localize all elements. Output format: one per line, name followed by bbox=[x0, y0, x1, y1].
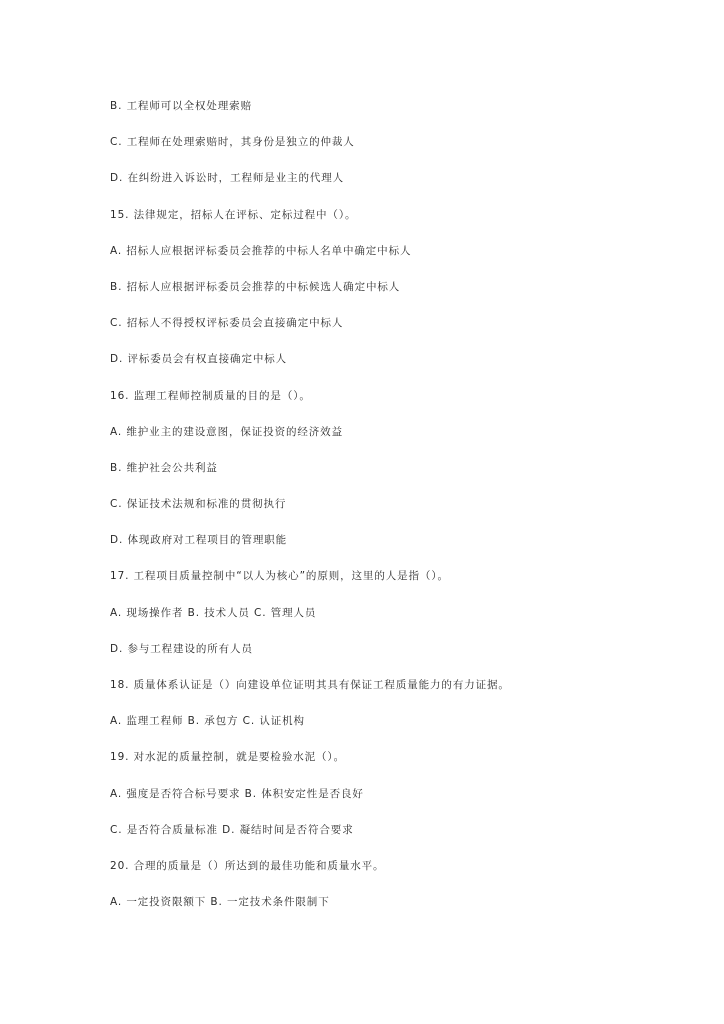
options-cd-19: C. 是否符合质量标准 D. 凝结时间是否符合要求 bbox=[110, 823, 354, 836]
option-b-16: B. 维护社会公共利益 bbox=[110, 461, 218, 474]
option-d-16: D. 体现政府对工程项目的管理职能 bbox=[110, 534, 288, 547]
document-body bbox=[110, 98, 700, 930]
option-b-14: B. 工程师可以全权处理索赔 bbox=[110, 100, 252, 112]
option-c-16: C. 保证技术法规和标准的贯彻执行 bbox=[110, 498, 287, 511]
option-c-15: C. 招标人不得授权评标委员会直接确定中标人 bbox=[110, 317, 344, 330]
option-d-15: D. 评标委员会有权直接确定中标人 bbox=[110, 353, 288, 366]
option-d-14: D. 在纠纷进入诉讼时，工程师是业主的代理人 bbox=[110, 172, 345, 185]
options-ab-19: A. 强度是否符合标号要求 B. 体积安定性是否良好 bbox=[110, 787, 364, 800]
option-c-14: C. 工程师在处理索赔时，其身份是独立的仲裁人 bbox=[110, 136, 355, 149]
question-19: 19. 对水泥的质量控制，就是要检验水泥（）。 bbox=[110, 751, 345, 764]
options-abc-17: A. 现场操作者 B. 技术人员 C. 管理人员 bbox=[110, 606, 317, 619]
option-b-15: B. 招标人应根据评标委员会推荐的中标候选人确定中标人 bbox=[110, 280, 401, 293]
options-abc-18: A. 监理工程师 B. 承包方 C. 认证机构 bbox=[110, 715, 305, 728]
question-18: 18. 质量体系认证是（）向建设单位证明其具有保证工程质量能力的有力证据。 bbox=[110, 679, 510, 691]
question-20: 20. 合理的质量是（）所达到的最佳功能和质量水平。 bbox=[110, 859, 385, 872]
option-a-16: A. 维护业主的建设意图，保证投资的经济效益 bbox=[110, 425, 343, 438]
option-d-17: D. 参与工程建设的所有人员 bbox=[110, 642, 253, 655]
question-15: 15. 法律规定，招标人在评标、定标过程中（）。 bbox=[110, 208, 357, 221]
option-a-15: A. 招标人应根据评标委员会推荐的中标人名单中确定中标人 bbox=[110, 244, 412, 257]
question-17: 17. 工程项目质量控制中“以人为核心”的原则，这里的人是指（）。 bbox=[110, 570, 449, 583]
options-ab-20: A. 一定投资限额下 B. 一定技术条件限制下 bbox=[110, 896, 330, 909]
question-16: 16. 监理工程师控制质量的目的是（）。 bbox=[110, 389, 311, 402]
